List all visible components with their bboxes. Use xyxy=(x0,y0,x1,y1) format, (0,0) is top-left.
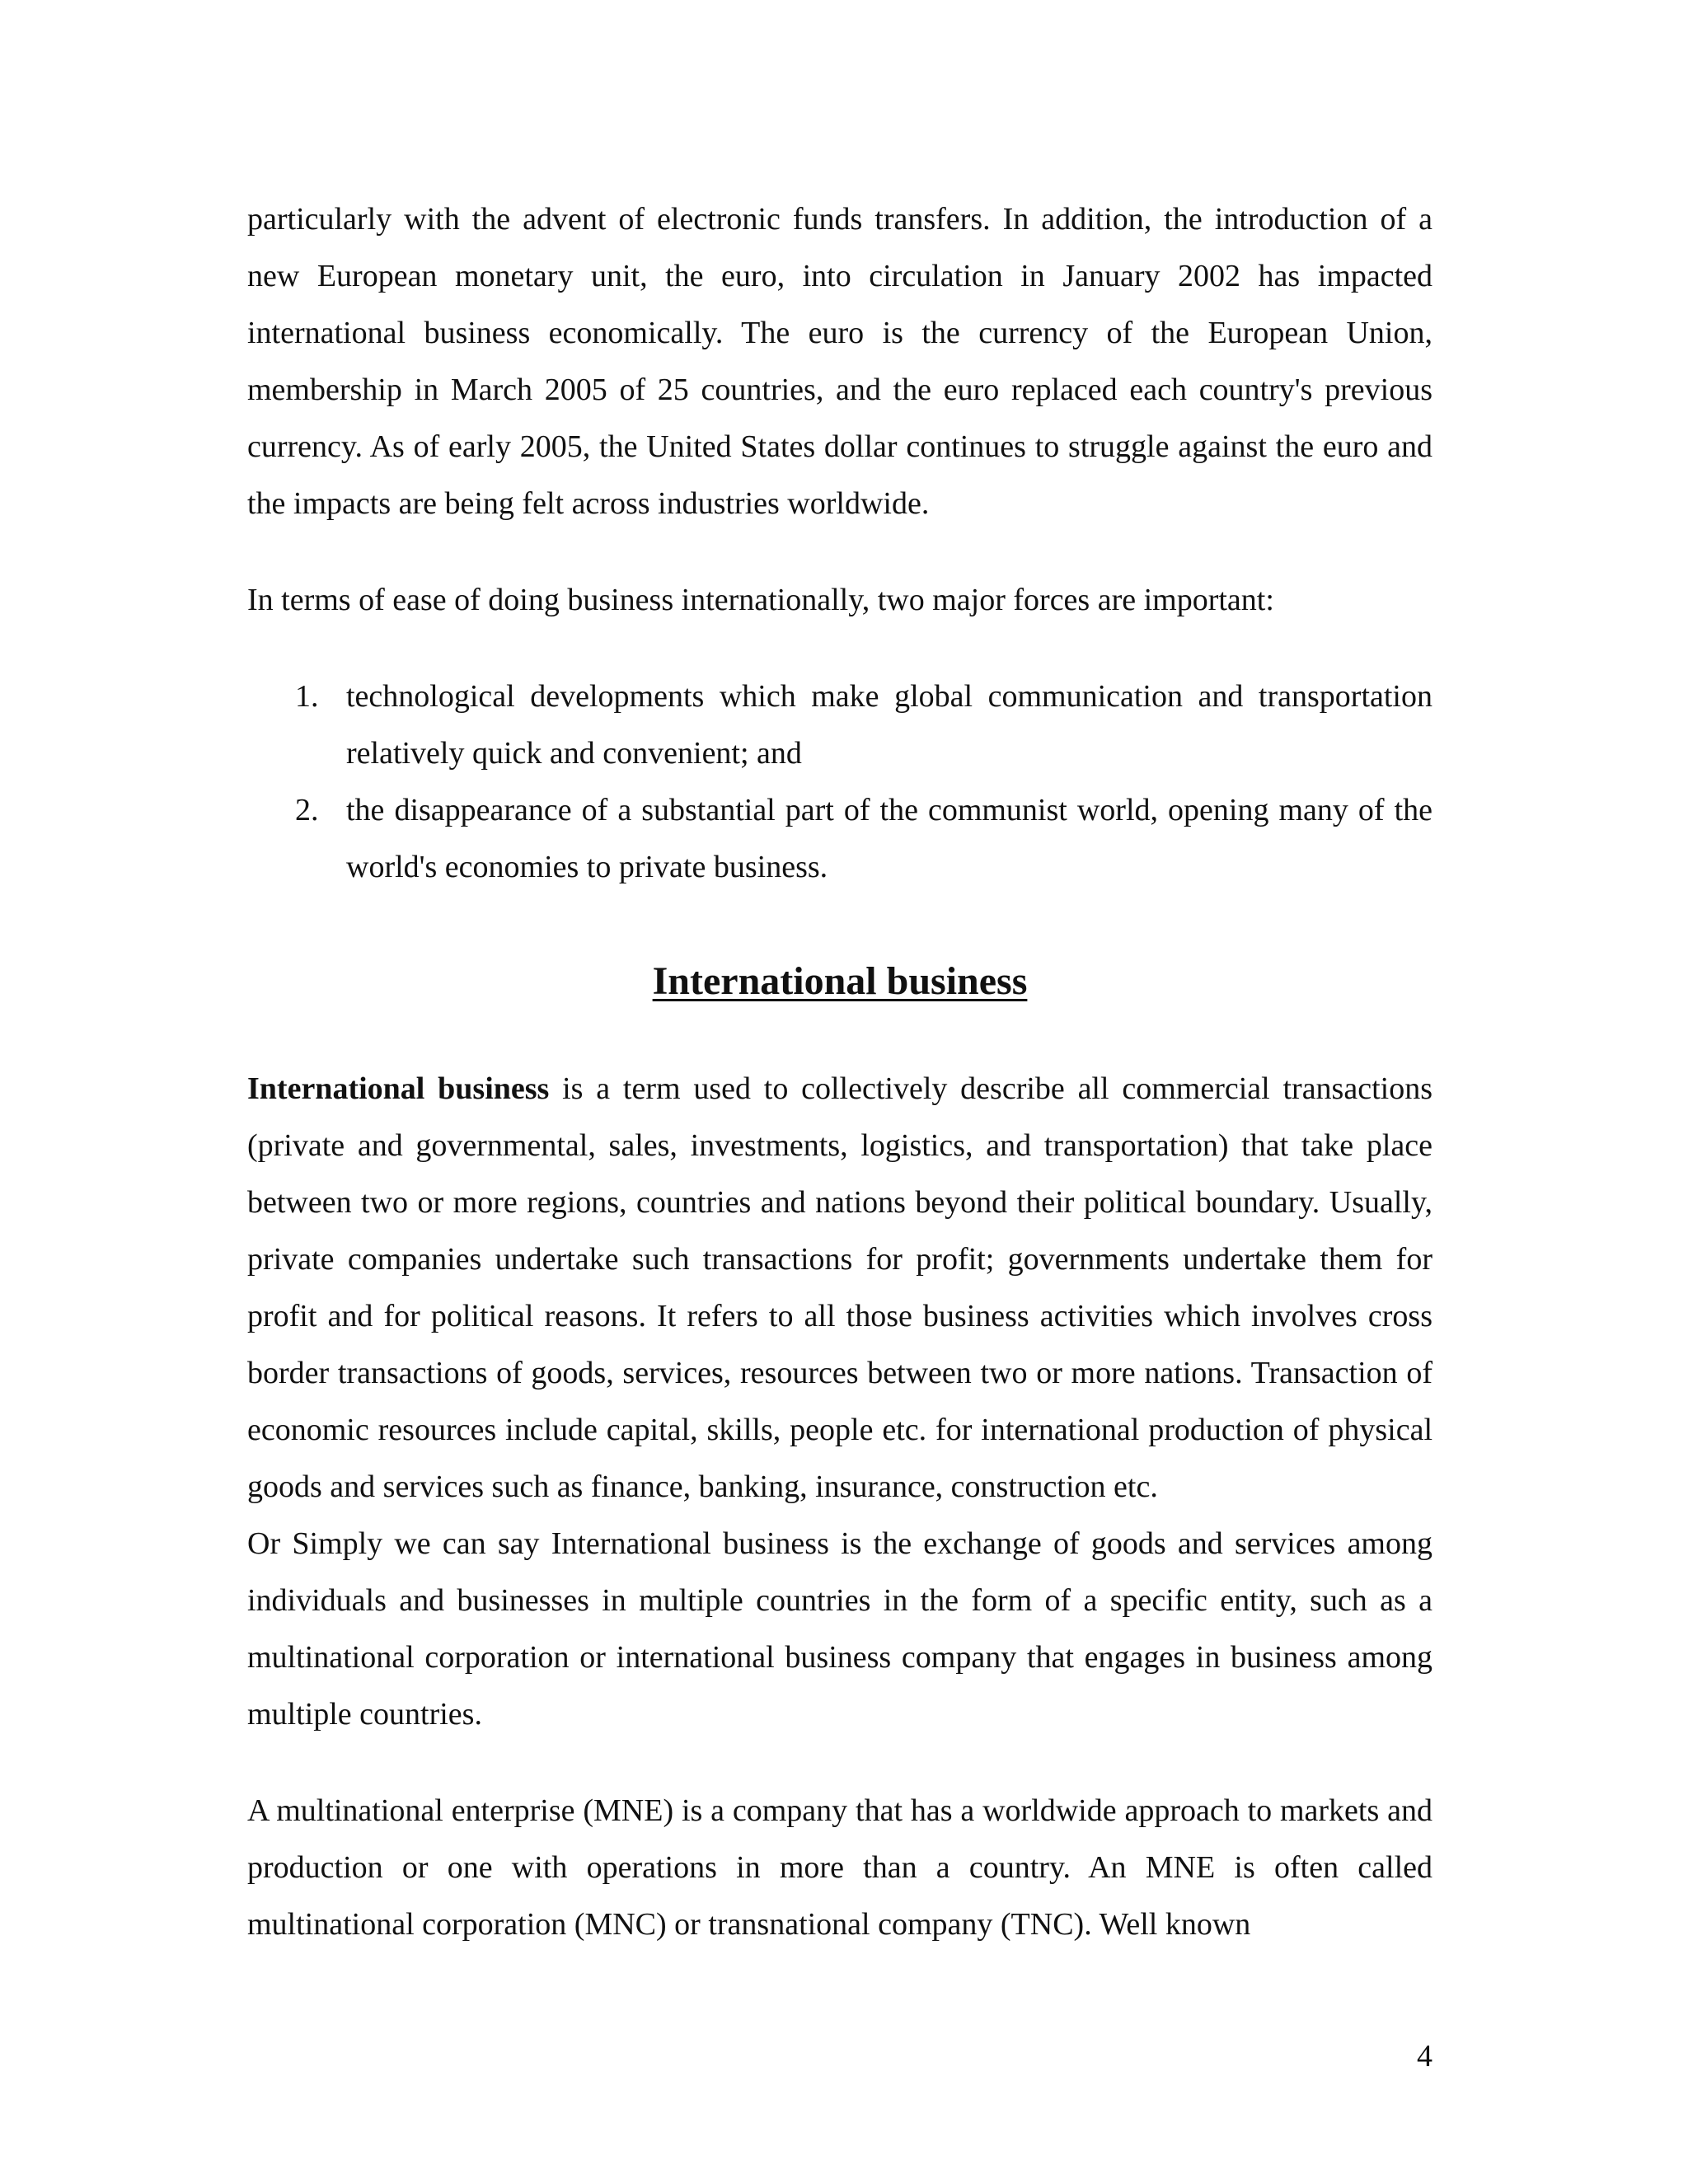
list-item-text: the disappearance of a substantial part of the communist world, opening many of the world's economies to private business. xyxy=(346,793,1432,884)
list-item-text: technological developments which make global communication and transportation relatively quick and convenient; and xyxy=(346,679,1432,771)
list-item xyxy=(247,668,1432,782)
paragraph-definition xyxy=(247,1061,1432,1516)
list-item xyxy=(247,782,1432,896)
paragraph-euro: particularly with the advent of electronic funds transfers. In addition, the introduction of a new European monetary unit, the euro, into circulation in January 2002 has impacted international business economically. The euro is the currency of the European Union, membership in March 2005 of 25 countries, and the euro replaced each country's previous currency. As of early 2005, the United States dollar continues to struggle against the euro and the impacts are being felt across industries worldwide. xyxy=(247,202,1432,521)
section-heading: International business xyxy=(652,959,1028,1003)
list-number: 2. xyxy=(295,793,319,827)
page-number: 4 xyxy=(1417,2039,1432,2074)
paragraph-simply: Or Simply we can say International business is the exchange of goods and services among individuals and businesses in multiple countries in the form of a specific entity, such as a multinational corporation or international business company that engages in business among multiple countries. xyxy=(247,1526,1432,1732)
list-number: 1. xyxy=(295,679,319,714)
paragraph-mne: A multinational enterprise (MNE) is a company that has a worldwide approach to markets and production or one with operations in more than a country. An MNE is often called multinational corporation (MNC) or transnational company (TNC). Well known xyxy=(247,1793,1432,1942)
paragraph-forces-intro: In terms of ease of doing business internationally, two major forces are important: xyxy=(247,583,1274,617)
forces-list xyxy=(247,668,1432,896)
definition-text: is a term used to collectively describe all commercial transactions (private and governmental, sales, investments, logistics, and transportation) that take place between two or more regions, countries and nations beyond their political boundary. Usually, private companies undertake such transactions for profit; governments undertake them for profit and for political reasons. It refers to all those business activities which involves cross border transactions of goods, services, resources between two or more nations. Transaction of economic resources include capital, skills, people etc. for international production of physical goods and services such as finance, banking, insurance, construction etc. xyxy=(247,1071,1432,1504)
defined-term: International business xyxy=(247,1071,550,1106)
document-page xyxy=(247,191,1432,1953)
